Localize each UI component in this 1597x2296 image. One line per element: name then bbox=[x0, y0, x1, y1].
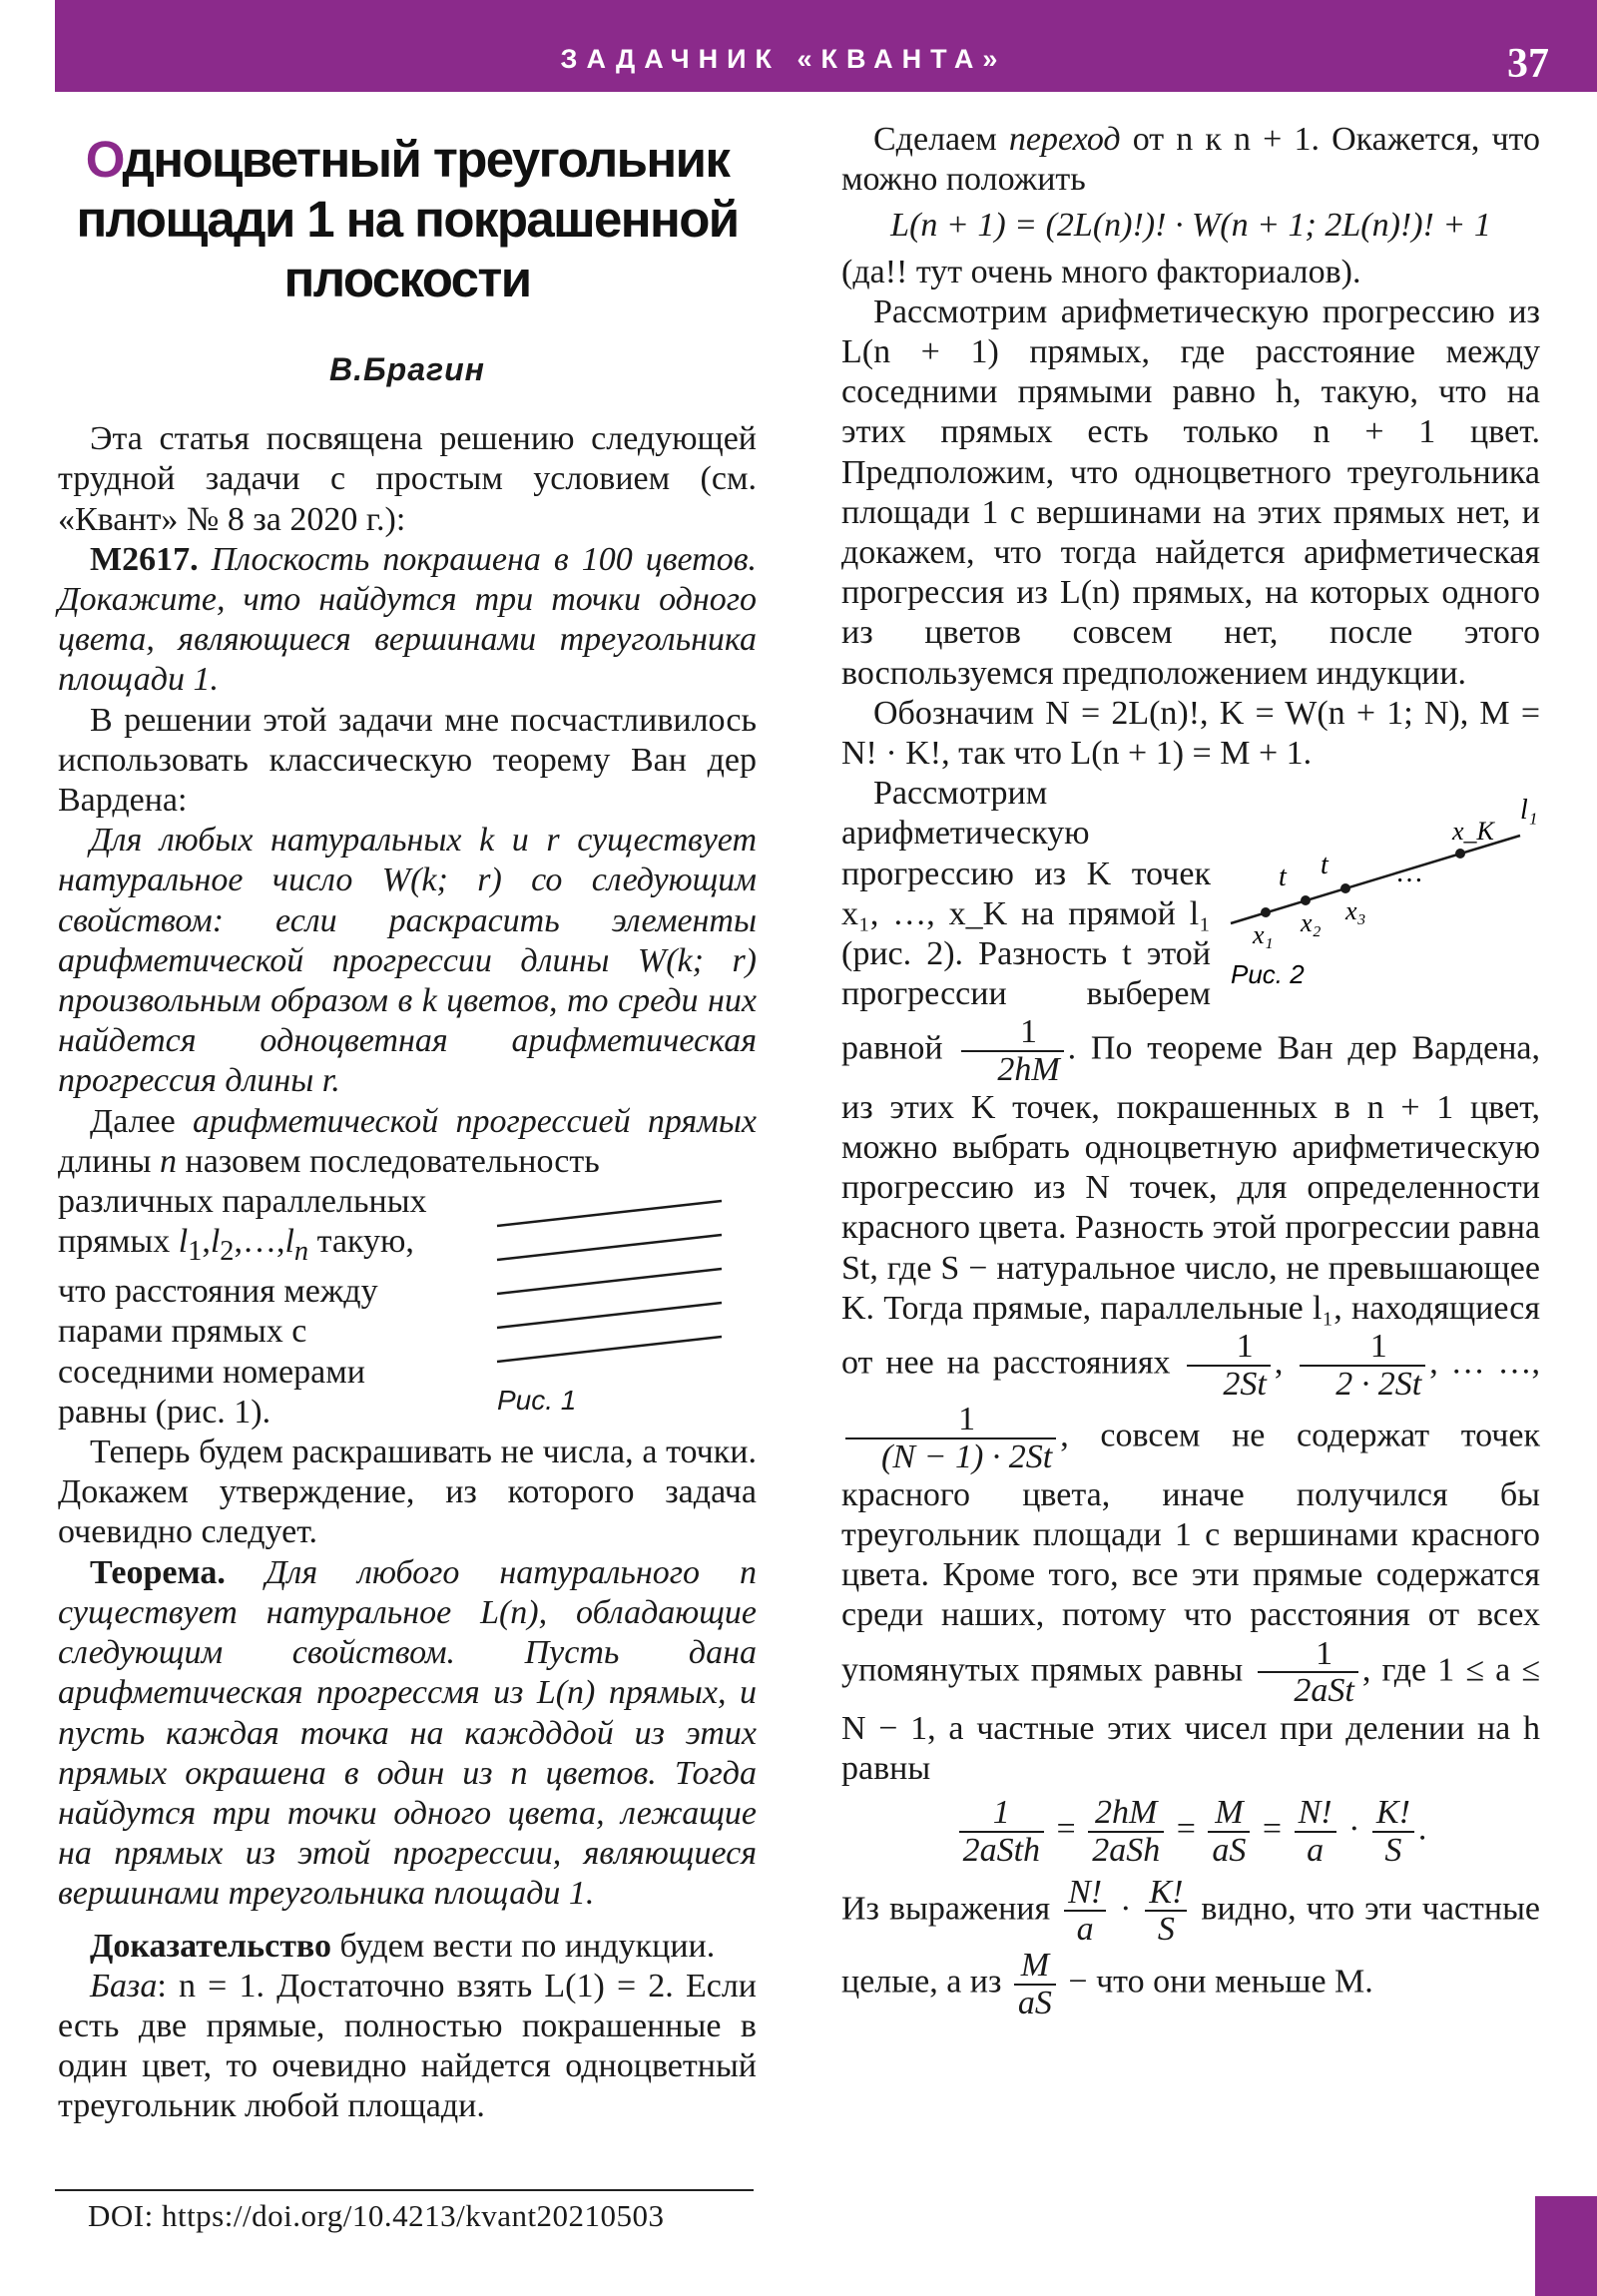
base-text: : n = 1. Достаточно взять L(1) = 2. Если есть две прямые, полностью покрашенные в один цвет, то очевидно найдется одноцветный треугольник любой площади. bbox=[58, 1967, 757, 2125]
fig2-label-xk: x_K bbox=[1452, 817, 1494, 847]
frac-1-2St bbox=[1187, 1329, 1270, 1402]
frac-num: 1 bbox=[1369, 1328, 1387, 1366]
fig2-block bbox=[841, 774, 1540, 1789]
frac-num: N! bbox=[1068, 1873, 1103, 1911]
def-lead: Далее bbox=[90, 1102, 176, 1140]
eq-frac bbox=[1295, 1795, 1336, 1868]
transition-paragraph: Теперь будем раскрашивать не числа, а точки. Докажем утверждение, из которого задача очевидно следует. bbox=[58, 1434, 757, 1551]
frac-den: 2aSh bbox=[1088, 1831, 1164, 1869]
r5-lead: Из выражения bbox=[841, 1890, 1051, 1928]
vdw-theorem: Для любых натуральных k и r существует натуральное число W(k; r) со следующим свойством: если раскрасить элементы арифметической прогрессии длины W(k; r) произвольным образом в k цветов, то среди них найдется одноцветная арифметическая прогрессия длины r. bbox=[58, 822, 757, 1100]
fig2-point bbox=[1455, 849, 1465, 859]
proof-label: Доказательство bbox=[90, 1927, 332, 1965]
figure-2 bbox=[1221, 774, 1550, 1003]
fig2-label-dots: … bbox=[1395, 858, 1423, 889]
frac-1-2hM bbox=[961, 1014, 1063, 1087]
frac-den: a bbox=[1064, 1910, 1106, 1948]
def-rest-b: различных параллельных прямых $l_1,l_2,\dots,l_n$ такую, что расстояния между парами прямых с соседними номерами равны (рис. 1). bbox=[58, 1183, 427, 1431]
def-rest-a: длины n назовем последовательность bbox=[58, 1142, 600, 1180]
banner-title: ЗАДАЧНИК «КВАНТА» bbox=[560, 44, 1007, 74]
frac-1-2-2St bbox=[1300, 1329, 1425, 1402]
theorem-text: Для любого натурального n существует натуральное L(n), обладающие следующим свойством. Пусть дана арифметическая прогрессмя из L(n) прямых, и пусть каждая точка на каждддой из этих прямых окрашена в один из n цветов. Тогда найдутся три точки одного цвета, лежащие на прямых из этой прогрессии, являющиеся вершинами треугольника площади 1. bbox=[58, 1553, 757, 1913]
frac-num: M bbox=[1215, 1794, 1244, 1832]
left-column bbox=[58, 115, 757, 2127]
title-rest: дноцветный треугольник площади 1 на покрашенной плоскости bbox=[76, 131, 739, 307]
factorials-note: (да!! тут очень много факториалов). bbox=[841, 253, 1361, 290]
r4-c: , совсем не содержат точек красного цвета, иначе получился бы треугольник площади 1 с вершинами красного цвета. Кроме того, все эти прямые содержатся среди наших, потому что расстояния от всех упомянутых прямых равны bbox=[841, 1417, 1540, 1689]
fig2-point bbox=[1340, 883, 1350, 893]
fig1-line bbox=[497, 1235, 722, 1260]
frac-den: 2aSth bbox=[959, 1831, 1044, 1869]
fig2-label-x2: x₂ bbox=[1301, 908, 1322, 938]
theorem-label: Теорема. bbox=[90, 1553, 226, 1591]
conc-frac-mas bbox=[1014, 1948, 1056, 2020]
r1-term: переход bbox=[1008, 121, 1121, 158]
notation-paragraph: Обозначим N = 2L(n)!, K = W(n + 1; N), M = N! · K!, так что L(n + 1) = M + 1. bbox=[841, 694, 1540, 773]
frac-num: 1 bbox=[992, 1794, 1010, 1832]
frac-num: N! bbox=[1298, 1794, 1332, 1832]
frac-den: (N − 1) · 2St bbox=[845, 1437, 1056, 1475]
frac-den: S bbox=[1372, 1831, 1414, 1869]
r4-d: , где 1 ≤ a ≤ N − 1, а частные этих чисел при делении на h равны bbox=[841, 1651, 1540, 1788]
fig2-line bbox=[1231, 836, 1520, 926]
problem-paragraph bbox=[58, 540, 757, 701]
frac-den: aS bbox=[1208, 1831, 1250, 1869]
formula-L: L(n + 1) = (2L(n)!)! · W(n + 1; 2L(n)!)! + 1 bbox=[890, 207, 1491, 245]
fig1-line bbox=[497, 1303, 722, 1328]
frac-num: 1 bbox=[1316, 1634, 1333, 1672]
title-initial: О bbox=[85, 131, 123, 188]
author: В.Брагин bbox=[329, 351, 485, 387]
progression-definition bbox=[58, 1102, 757, 1182]
fig2-caption: Рис. 2 bbox=[1231, 959, 1305, 990]
corner-accent-block bbox=[1535, 2196, 1597, 2296]
fig2-label-t1: t bbox=[1279, 861, 1287, 893]
frac-den: aS bbox=[1014, 1984, 1056, 2021]
header-banner bbox=[55, 0, 1597, 92]
frac-num: 1 bbox=[1236, 1328, 1254, 1366]
intro-paragraph: Эта статья посвящена решению следующей трудной задачи с простым условием (см. «Квант» № 8 за 2020 г.): bbox=[58, 420, 757, 538]
frac-1-2aSt bbox=[1258, 1636, 1357, 1709]
r1-lead: Сделаем bbox=[873, 121, 997, 158]
frac-den: 2St bbox=[1187, 1365, 1270, 1403]
fig2-label-line: l₁ bbox=[1520, 795, 1538, 827]
r4-b: . По теореме Ван дер Вардена, из этих K точек, покрашенных в n + 1 цвет, можно выбрать одноцветную арифметическую прогрессию из N точек, для определенности красного цвета. Разность этой прогрессии равна St, где S − натуральное число, не превышающее K. Тогда прямые, параллельные l₁, находящиеся от нее на расстояниях bbox=[841, 1029, 1540, 1382]
consider-paragraph: Рассмотрим арифметическую прогрессию из L(n + 1) прямых, где расстояние между соседними прямыми равно h, такую, что на этих прямых есть только n + 1 цвет. Предположим, что одноцветного треугольника площади 1 с вершинами на этих прямых нет, и докажем, что тогда найдется арифметическая прогрессия из L(n) прямых, на которых одного из цветов совсем нет, после этого воспользуемся предположением индукции. bbox=[841, 292, 1540, 692]
proof-paragraph bbox=[58, 1927, 757, 1967]
base-paragraph bbox=[58, 1967, 757, 2127]
conc-frac-na bbox=[1064, 1875, 1106, 1948]
right-column bbox=[841, 120, 1540, 2021]
fig2-label-x1: x₁ bbox=[1253, 920, 1274, 950]
fig2-point bbox=[1261, 907, 1271, 917]
figure-1 bbox=[467, 1186, 757, 1426]
footnote-rule bbox=[55, 2189, 754, 2191]
equation-chain: $\frac{1}{\text{2aSth}}$ = $\frac{2hM}{\text{2aSh}}$ = $\frac{M}{aS}$ = $\frac{N!}{a}$ · $\frac{K!}{S}$ . bbox=[841, 1795, 1540, 1868]
eq-frac bbox=[1088, 1795, 1164, 1868]
fig1-block bbox=[58, 1182, 757, 1433]
eq-frac bbox=[959, 1795, 1044, 1868]
conclusion-paragraph: Из выражения $\frac{N!}{a}$ · $\frac{K!}{S}$ видно, что эти частные целые, а из $\frac{M}{aS}$ − что они меньше M. bbox=[841, 1873, 1541, 2021]
doi-link[interactable]: DOI: https://doi.org/10.4213/kvant20210503 bbox=[88, 2198, 665, 2233]
fig2-label-t2: t bbox=[1321, 850, 1329, 881]
frac-den: a bbox=[1295, 1831, 1336, 1869]
frac-den: 2aSt bbox=[1258, 1671, 1357, 1709]
figure-1-lines bbox=[467, 1186, 757, 1386]
fig2-point bbox=[1301, 895, 1311, 905]
problem-id: М2617. bbox=[90, 540, 199, 578]
r4-a: Рассмотрим арифметическую прогрессию из K точек x₁, …, x_K на прямой l₁ (рис. 2). Разность t этой прогрессии выберем равной bbox=[841, 775, 1211, 1067]
frac-num: K! bbox=[1375, 1794, 1410, 1832]
frac-den: S bbox=[1145, 1910, 1187, 1948]
vdw-intro: В решении этой задачи мне посчастливилось использовать классическую теорему Ван дер Вардена: bbox=[58, 701, 757, 820]
frac-num: M bbox=[1020, 1947, 1050, 1985]
fig1-caption: Рис. 1 bbox=[497, 1385, 577, 1417]
proof-lead: будем вести по индукции. bbox=[339, 1927, 716, 1965]
eq-frac bbox=[1208, 1795, 1250, 1868]
frac-num: 1 bbox=[958, 1401, 976, 1438]
base-label: База bbox=[90, 1967, 158, 2005]
r5-mid: видно, что эти частные целые, а из bbox=[841, 1890, 1541, 2001]
theorem-paragraph bbox=[58, 1553, 757, 1915]
fig2-label-x3: x₃ bbox=[1345, 896, 1366, 926]
eq-frac bbox=[1372, 1795, 1414, 1868]
article-title bbox=[58, 130, 757, 309]
figure-2-drawing bbox=[1221, 774, 1550, 993]
problem-text: Плоскость покрашена в 100 цветов. Докажите, что найдутся три точки одного цвета, являющиеся вершинами треугольника площади 1. bbox=[58, 540, 757, 699]
fig1-line bbox=[497, 1269, 722, 1294]
page-number: 37 bbox=[1507, 41, 1549, 87]
def-term: арифметической прогрессией прямых bbox=[192, 1102, 757, 1140]
frac-den: 2 · 2St bbox=[1300, 1365, 1425, 1403]
r1-rest: от n к n + 1. Окажется, что можно положить bbox=[841, 121, 1540, 199]
r5-end: − что они меньше M. bbox=[1068, 1963, 1373, 2001]
transition-step bbox=[841, 120, 1540, 200]
fig1-line bbox=[497, 1201, 722, 1226]
points-paragraph: Рассмотрим арифметическую прогрессию из K точек x₁, …, x_K на прямой l₁ (рис. 2). Разность t этой прогрессии выберем равной $\frac{1}{2hM}$ . По теореме Ван дер Вардена, из этих K точек, покрашенных в n + 1 цвет, можно выбрать одноцветную арифметическую прогрессию из N точек, для определенности красного цвета. Разность этой прогрессии равна St, где S − натуральное число, не превышающее K. Тогда прямые, параллельные l₁, находящиеся от нее на расстояниях $\frac{1}{2St}$ , $\frac{1}{2 \cdot 2St}$ , … …, $\frac{1}{(N - 1) \cdot 2St}$ , совсем не содержат точек красного цвета, иначе получился бы треугольник площади 1 с вершинами красного цвета. Кроме того, все эти прямые содержатся среди наших, потому что расстояния от всех упомянутых прямых равны $\frac{1}{\text{2aSt}}$ , где 1 ≤ a ≤ N − 1, а частные этих чисел при делении на h равны bbox=[841, 775, 1541, 1788]
conc-frac-ks bbox=[1145, 1875, 1187, 1948]
frac-1-N1-2St bbox=[845, 1402, 1056, 1474]
frac-num: 2hM bbox=[1095, 1794, 1158, 1832]
frac-num: K! bbox=[1149, 1873, 1184, 1911]
frac-den: 2hM bbox=[961, 1050, 1063, 1088]
frac-num: 1 bbox=[1019, 1013, 1037, 1051]
fig1-line bbox=[497, 1337, 722, 1362]
